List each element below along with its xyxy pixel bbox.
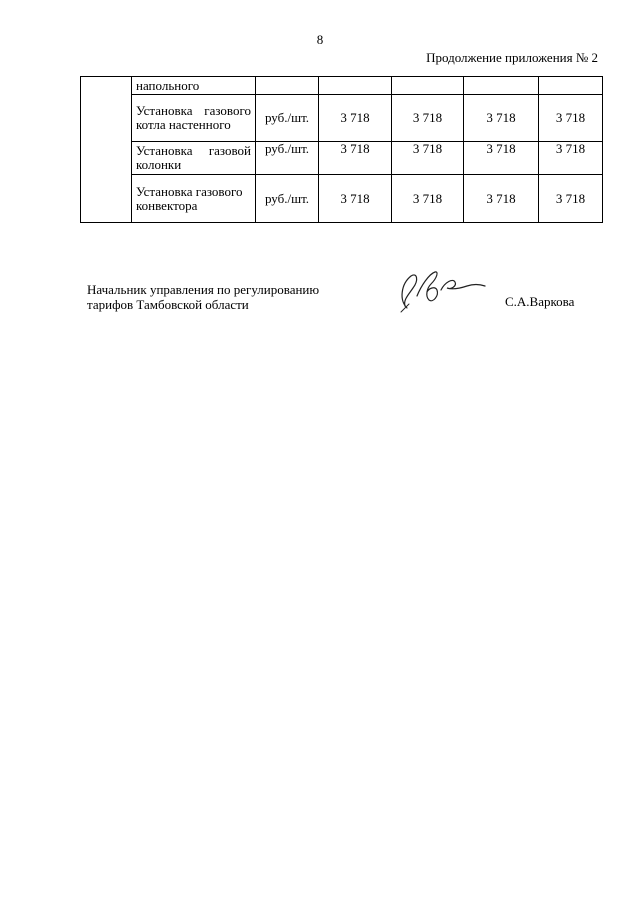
value-cell: 3 718 <box>464 95 539 142</box>
signatory-position <box>87 282 319 312</box>
unit-cell: руб./шт. <box>256 95 319 142</box>
unit-cell: руб./шт. <box>256 175 319 223</box>
page-number: 8 <box>316 32 324 47</box>
value-cell <box>319 77 392 95</box>
signatory-position-line1: Начальник управления по регулированию <box>87 282 320 297</box>
value-cell: 3 718 <box>319 95 392 142</box>
service-name-cell: Установка газовой колонки <box>132 142 256 175</box>
value-cell: 3 718 <box>539 142 603 175</box>
value-cell: 3 718 <box>392 175 464 223</box>
value-cell: 3 718 <box>319 142 392 175</box>
value-cell: 3 718 <box>392 142 464 175</box>
value-cell: 3 718 <box>464 175 539 223</box>
value-cell: 3 718 <box>392 95 464 142</box>
value-cell: 3 718 <box>539 175 603 223</box>
unit-cell: руб./шт. <box>256 142 319 175</box>
unit-cell <box>256 77 319 95</box>
service-name-cell: Установка газового котла настенного <box>132 95 256 142</box>
service-name-cell: напольного <box>132 77 256 95</box>
value-cell <box>539 77 603 95</box>
continuation-caption: Продолжение приложения № 2 <box>426 50 598 65</box>
value-cell: 3 718 <box>464 142 539 175</box>
value-cell: 3 718 <box>319 175 392 223</box>
table-row <box>81 95 603 142</box>
row-number-cell <box>81 77 132 223</box>
table-row <box>81 142 603 175</box>
value-cell <box>464 77 539 95</box>
signatory-name: С.А.Варкова <box>505 294 575 309</box>
signatory-position-line2: тарифов Тамбовской области <box>87 297 249 312</box>
value-cell: 3 718 <box>539 95 603 142</box>
handwritten-signature <box>395 266 490 314</box>
value-cell <box>392 77 464 95</box>
service-name-cell: Установка газового конвектора <box>132 175 256 223</box>
table-row <box>81 77 603 95</box>
tariff-table <box>80 76 603 223</box>
table-row <box>81 175 603 223</box>
